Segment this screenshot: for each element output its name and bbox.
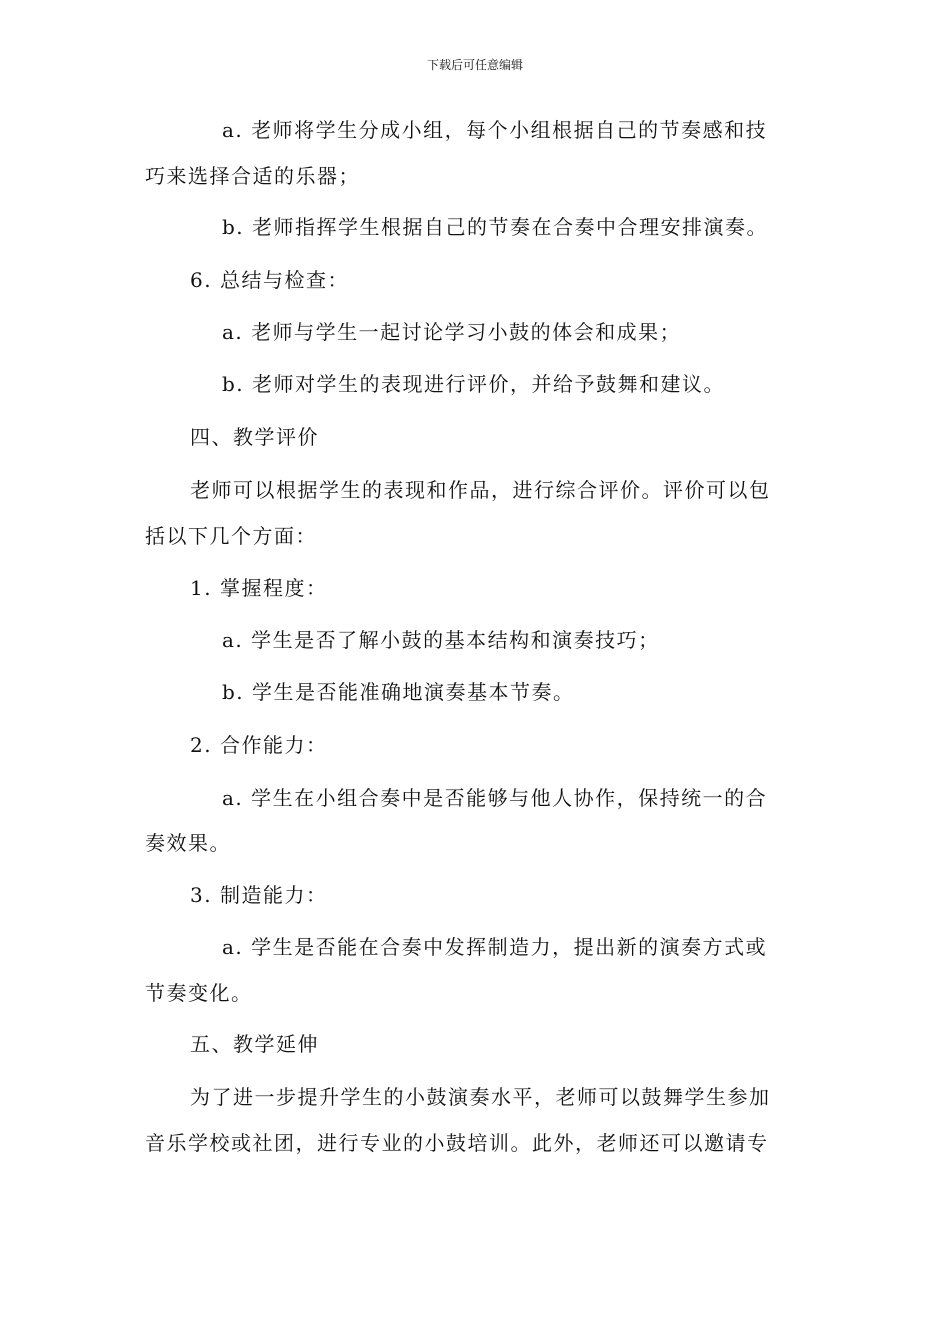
page-header-note: 下载后可任意编辑	[426, 58, 523, 72]
numbered-item: 3. 制造能力：	[190, 883, 328, 907]
section-heading: 四、教学评价	[190, 425, 319, 449]
list-item-text: a. 学生是否能在合奏中发挥制造力，提出新的演奏方式或	[222, 935, 768, 959]
section-heading: 五、教学延伸	[190, 1032, 319, 1056]
body-paragraph-continued: 音乐学校或社团，进行专业的小鼓培训。此外，老师还可以邀请专	[145, 1131, 769, 1155]
list-item-text: a. 老师与学生一起讨论学习小鼓的体会和成果；	[222, 320, 682, 344]
list-item-text: a. 老师将学生分成小组，每个小组根据自己的节奏感和技	[222, 118, 768, 142]
body-paragraph-continued: 括以下几个方面：	[145, 524, 317, 548]
body-paragraph: 为了进一步提升学生的小鼓演奏水平，老师可以鼓舞学生参加	[190, 1085, 771, 1109]
list-item-text: b. 老师对学生的表现进行评价，并给予鼓舞和建议。	[222, 372, 726, 396]
numbered-item: 1. 掌握程度：	[190, 576, 328, 600]
list-item-text-continued: 节奏变化。	[145, 981, 253, 1005]
list-item-text: a. 学生是否了解小鼓的基本结构和演奏技巧；	[222, 628, 660, 652]
numbered-item: 6. 总结与检查：	[190, 268, 349, 292]
body-paragraph: 老师可以根据学生的表现和作品，进行综合评价。评价可以包	[190, 478, 771, 502]
list-item-text-continued: 巧来选择合适的乐器；	[145, 164, 360, 188]
list-item-text: b. 学生是否能准确地演奏基本节奏。	[222, 680, 575, 704]
list-item-text: b. 老师指挥学生根据自己的节奏在合奏中合理安排演奏。	[222, 215, 769, 239]
numbered-item: 2. 合作能力：	[190, 733, 328, 757]
list-item-text: a. 学生在小组合奏中是否能够与他人协作，保持统一的合	[222, 786, 768, 810]
list-item-text-continued: 奏效果。	[145, 831, 231, 855]
